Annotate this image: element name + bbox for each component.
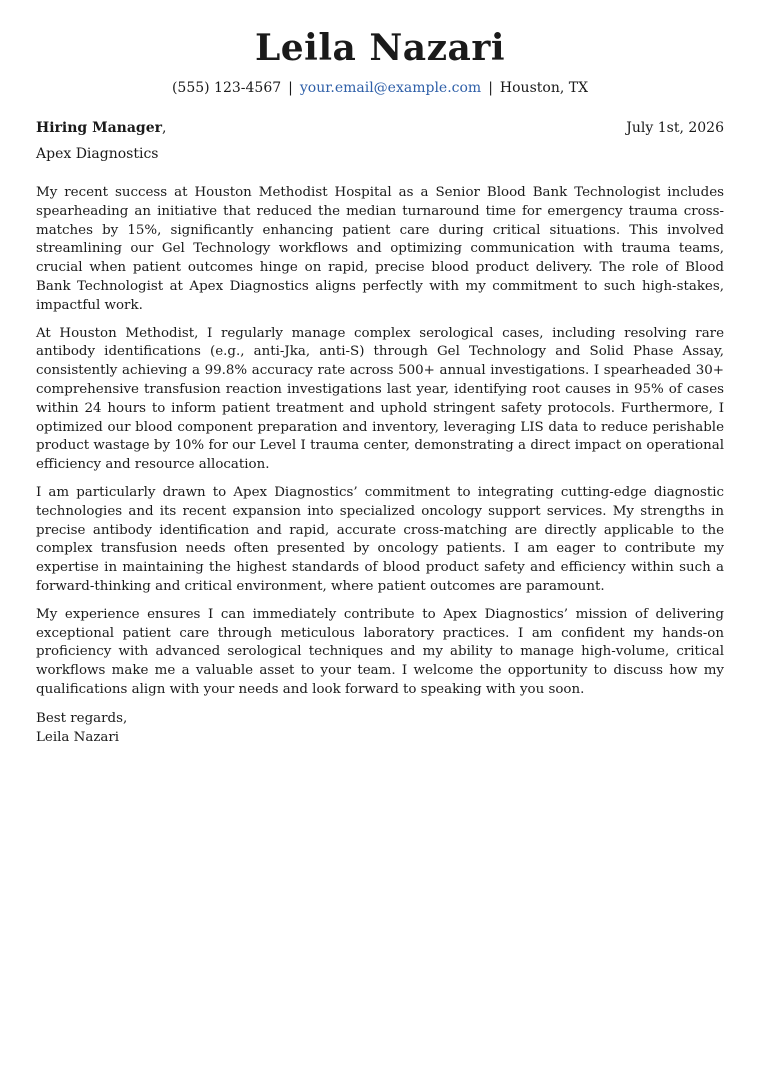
closing-block [36,709,724,747]
letter-body [36,184,724,700]
signature-name: Leila Nazari [36,729,120,745]
closing-salutation: Best regards, [36,710,128,726]
contact-line [36,79,724,97]
body-paragraph: My recent success at Houston Methodist Hospital as a Senior Blood Bank Technologist includes spearheading an initiative that reduced the median turnaround time for emergency trauma cross-matches by 15%, significantly enhancing patient care during critical situations. This involved streamlining our Gel Technology workflows and optimizing communication with trauma teams, crucial when patient outcomes hinge on rapid, precise blood product delivery. The role of Blood Bank Technologist at Apex Diagnostics aligns perfectly with my commitment to such high-stakes, impactful work. [36,185,724,313]
cover-letter-page [36,0,724,747]
location: Houston, TX [499,80,589,96]
recipient-company: Apex Diagnostics [36,146,159,162]
recipient-name-comma: , [161,120,167,136]
recipient-name: Hiring Manager [36,120,162,136]
applicant-name: Leila Nazari [254,27,506,69]
phone-number: (555) 123-4567 [171,80,282,96]
body-paragraph: My experience ensures I can immediately contribute to Apex Diagnostics’ mission of delivering exceptional patient care through meticulous laboratory practices. I am confident my hands-on proficiency with advanced serological techniques and my ability to manage high-volume, critical workflows make me a valuable asset to your team. I welcome the opportunity to discuss how my qualifications align with your needs and look forward to speaking with you soon. [36,606,724,697]
email-link[interactable]: your.email@example.com [299,80,482,96]
recipient-block [36,119,166,137]
body-paragraph: I am particularly drawn to Apex Diagnostics’ commitment to integrating cutting-edge diagnostic technologies and its recent expansion into specialized oncology support services. My strengths in precise antibody identification and rapid, accurate cross-matching are directly applicable to the complex transfusion needs often presented by oncology patients. I am eager to contribute my expertise in maintaining the highest standards of blood product safety and efficiency within such a forward-thinking and critical environment, where patient outcomes are paramount. [36,484,724,594]
letter-date: July 1st, 2026 [626,120,724,136]
contact-separator: | [288,80,293,96]
body-paragraph: At Houston Methodist, I regularly manage complex serological cases, including resolving rare antibody identifications (e.g., anti-Jka, anti-S) through Gel Technology and Solid Phase Assay, consistently achieving a 99.8% accuracy rate across 500+ annual investigations. I spearheaded 30+ comprehensive transfusion reaction investigations last year, identifying root causes in 95% of cases within 24 hours to inform patient treatment and uphold stringent safety protocols. Furthermore, I optimized our blood component preparation and inventory, leveraging LIS data to reduce perishable product wastage by 10% for our Level I trauma center, demonstrating a direct impact on operational efficiency and resource allocation. [36,325,724,473]
contact-separator: | [488,80,493,96]
recipient-date-row [36,119,724,137]
